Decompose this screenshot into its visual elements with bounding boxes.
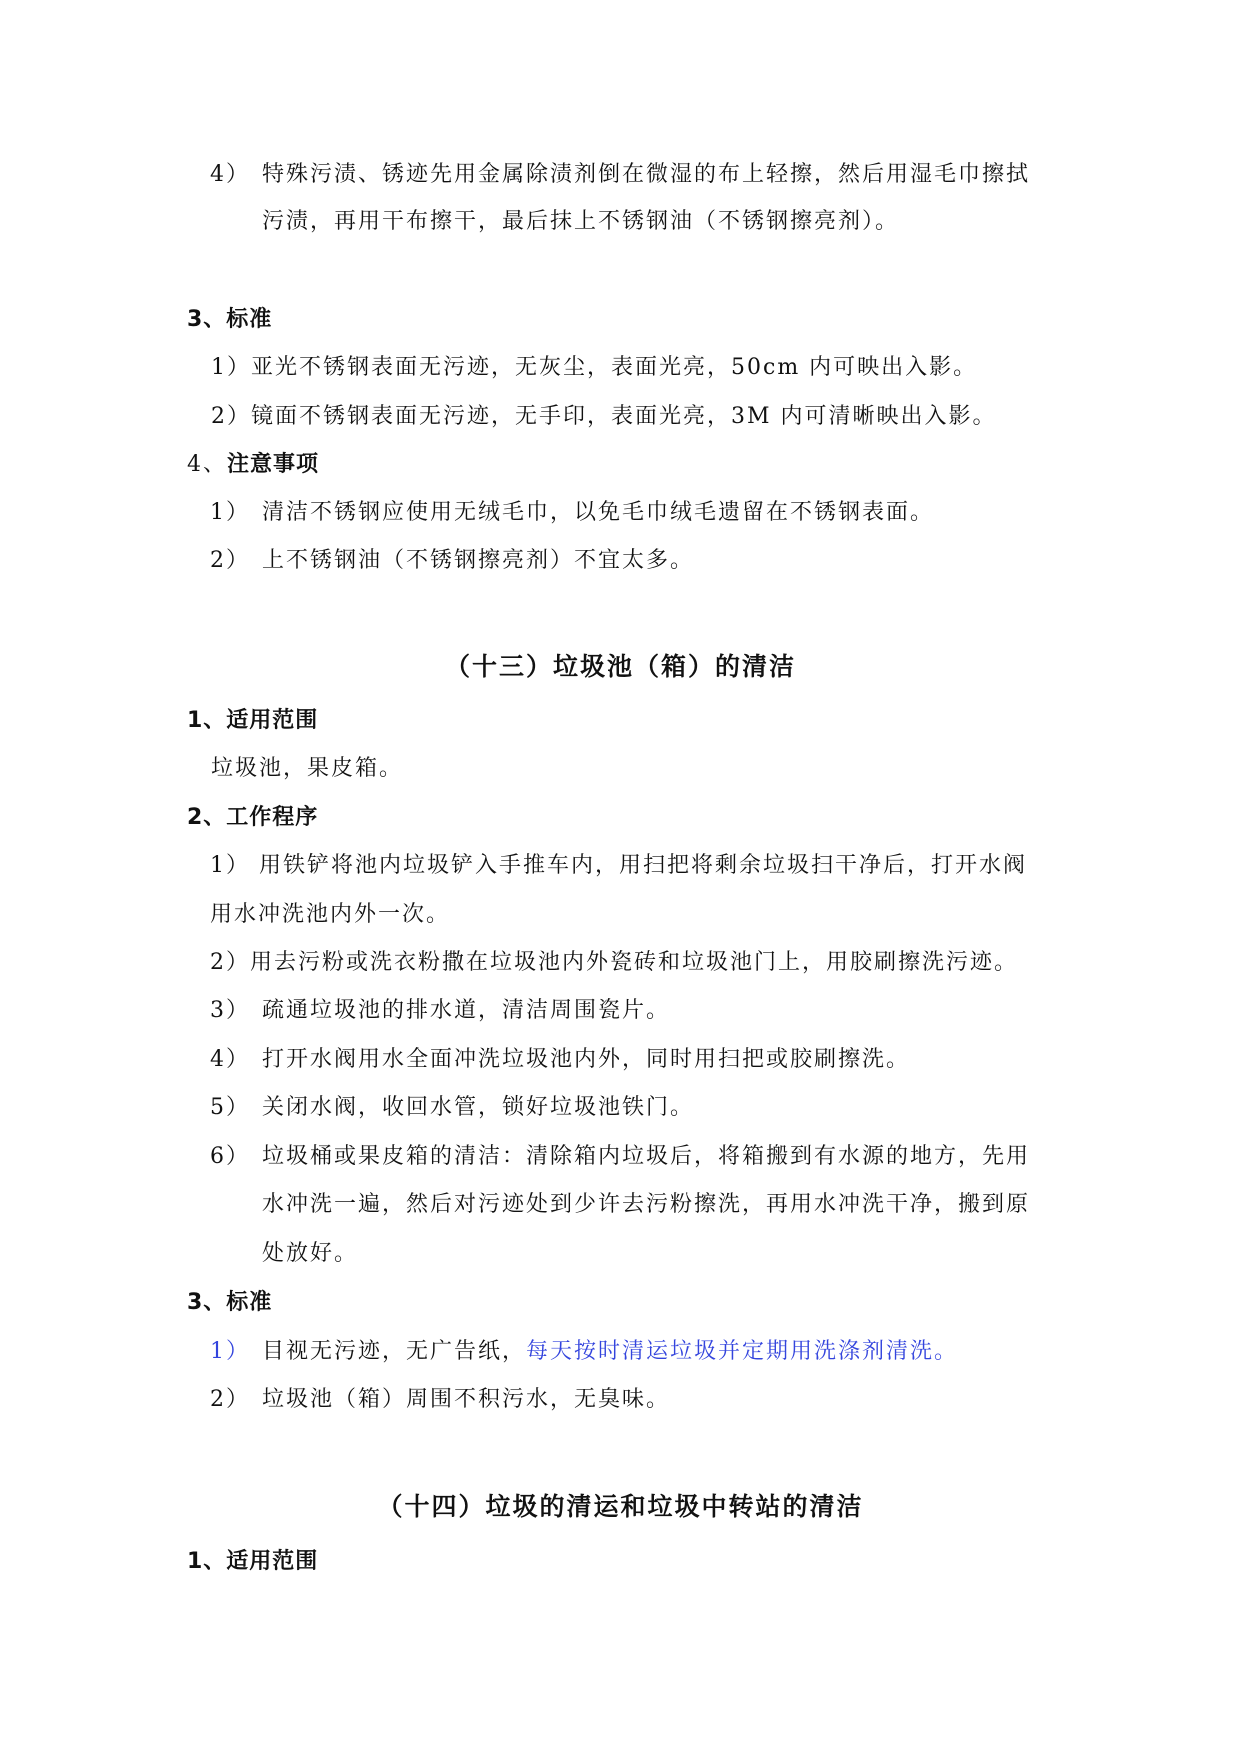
list-item-continued: 污渍，再用干布擦干，最后抹上不锈钢油（不锈钢擦亮剂）。 xyxy=(262,209,900,234)
heading-number xyxy=(187,450,319,480)
list-item: 2）用去污粉或洗衣粉撒在垃圾池内外瓷砖和垃圾池门上，用胶刷擦洗污迹。 xyxy=(210,950,1018,975)
list-item: 1） 用铁铲将池内垃圾铲入手推车内，用扫把将剩余垃圾扫干净后，打开水阀 xyxy=(210,853,1027,878)
list-item-continued: 用水冲洗池内外一次。 xyxy=(210,902,451,927)
list-item: 垃圾池（箱）周围不积污水，无臭味。 xyxy=(262,1387,671,1412)
list-item-continued: 处放好。 xyxy=(262,1241,359,1266)
item-number: 1） xyxy=(210,500,250,525)
section-heading: 1、适用范围 xyxy=(187,1549,319,1574)
section-heading: 注意事项 xyxy=(227,452,320,477)
item-number: 4） xyxy=(210,1047,250,1072)
section-heading: 1、适用范围 xyxy=(187,708,319,733)
section-heading: 2、工作程序 xyxy=(187,805,319,830)
item-number: 3） xyxy=(210,998,250,1023)
list-item xyxy=(262,1337,958,1367)
list-item: 2）镜面不锈钢表面无污迹，无手印，表面光亮，3M 内可清晰映出入影。 xyxy=(211,404,997,429)
list-item: 上不锈钢油（不锈钢擦亮剂）不宜太多。 xyxy=(262,548,695,573)
list-item-text: 目视无污迹，无广告纸， xyxy=(262,1339,527,1364)
item-number: 5） xyxy=(210,1095,250,1120)
list-item-continued: 水冲洗一遍，然后对污迹处到少许去污粉擦洗，再用水冲洗干净，搬到原 xyxy=(262,1192,1031,1217)
heading-number-text: 4、 xyxy=(187,452,227,477)
item-number: 4） xyxy=(210,162,250,187)
list-item: 打开水阀用水全面冲洗垃圾池内外，同时用扫把或胶刷擦洗。 xyxy=(262,1047,911,1072)
highlighted-text: 每天按时清运垃圾并定期用洗涤剂清洗。 xyxy=(526,1339,959,1364)
item-number: 1） xyxy=(210,1339,250,1364)
paragraph: 垃圾池，果皮箱。 xyxy=(211,756,404,781)
list-item: 关闭水阀，收回水管，锁好垃圾池铁门。 xyxy=(262,1095,695,1120)
section-title: （十四）垃圾的清运和垃圾中转站的清洁 xyxy=(377,1492,864,1521)
section-title: （十三）垃圾池（箱）的清洁 xyxy=(444,652,796,681)
section-heading: 3、标准 xyxy=(187,307,273,332)
list-item: 垃圾桶或果皮箱的清洁：清除箱内垃圾后，将箱搬到有水源的地方，先用 xyxy=(262,1144,1031,1169)
list-item: 特殊污渍、锈迹先用金属除渍剂倒在微湿的布上轻擦，然后用湿毛巾擦拭 xyxy=(262,162,1031,187)
list-item: 1）亚光不锈钢表面无污迹，无灰尘，表面光亮，50cm 内可映出入影。 xyxy=(211,355,978,380)
list-item: 清洁不锈钢应使用无绒毛巾，以免毛巾绒毛遗留在不锈钢表面。 xyxy=(262,500,935,525)
item-number: 2） xyxy=(210,1387,250,1412)
section-heading: 3、标准 xyxy=(187,1290,273,1315)
item-number: 2） xyxy=(210,548,250,573)
item-number: 6） xyxy=(210,1144,250,1169)
list-item: 疏通垃圾池的排水道，清洁周围瓷片。 xyxy=(262,998,671,1023)
